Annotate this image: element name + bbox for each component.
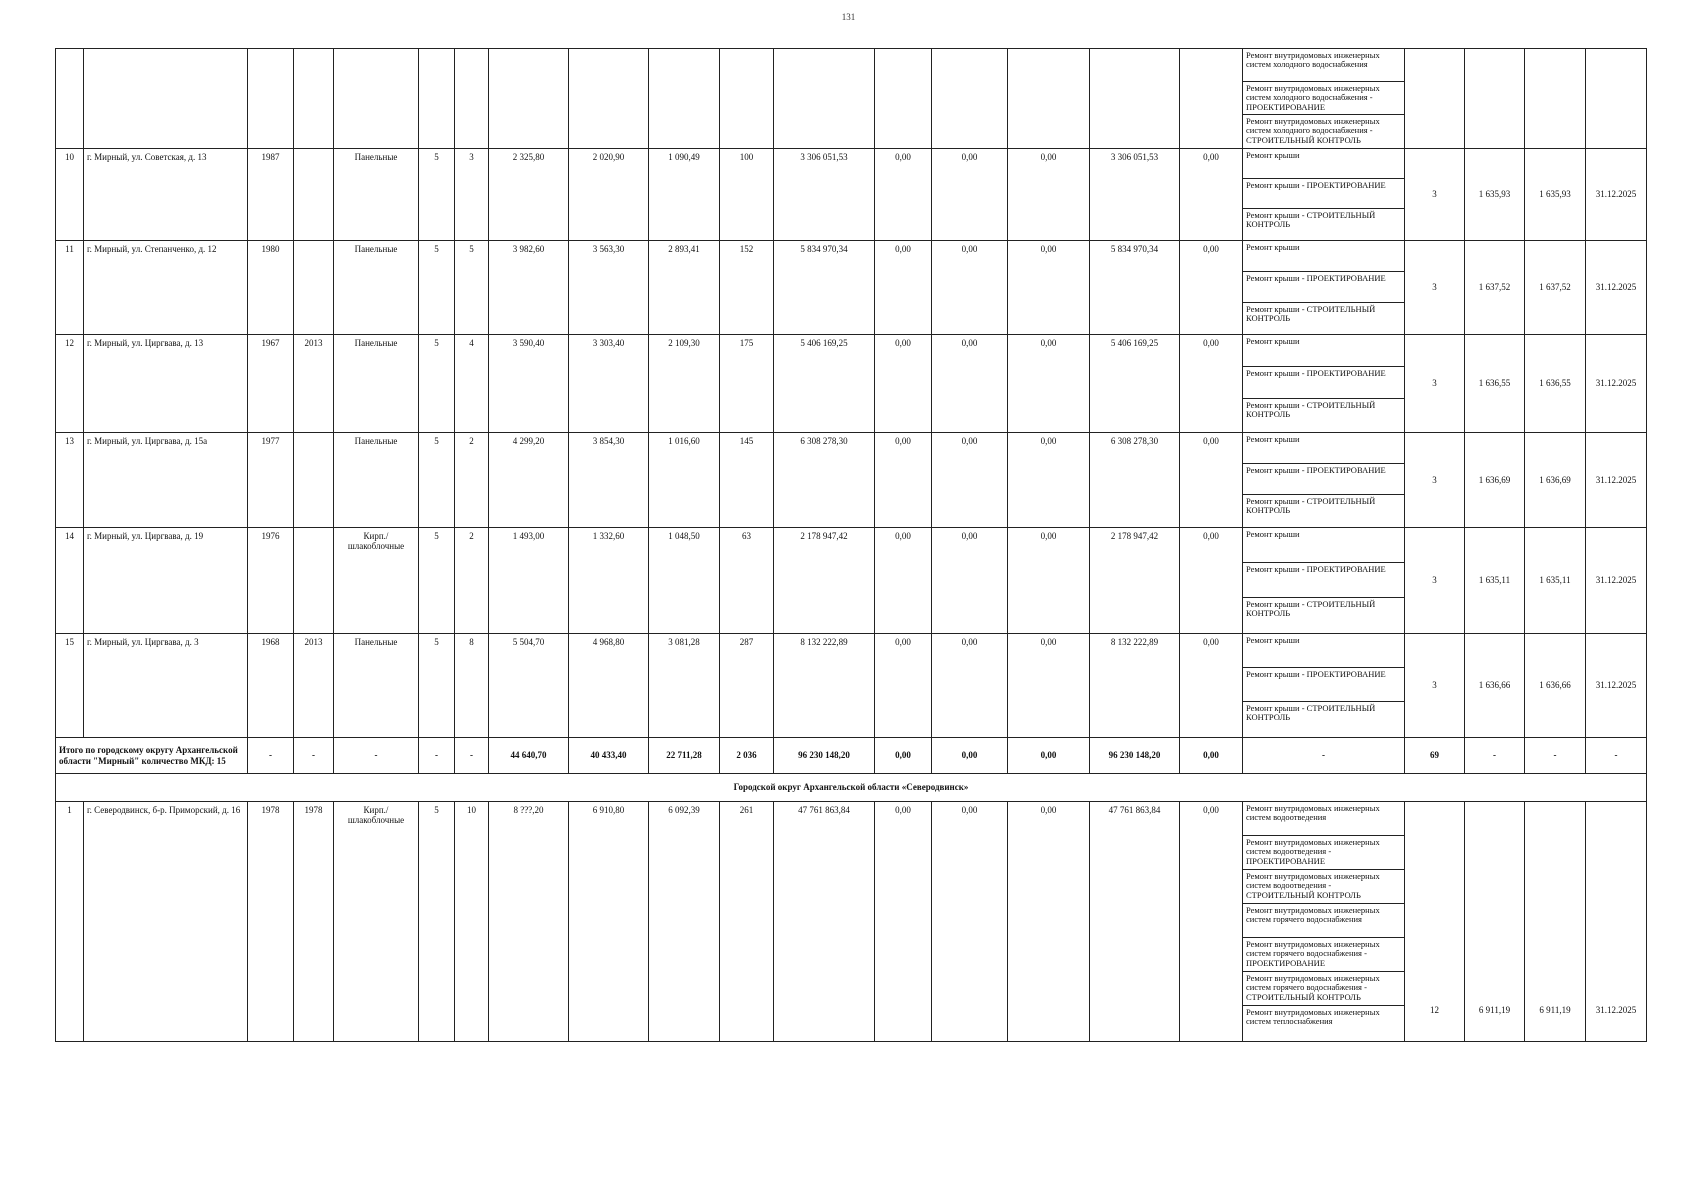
cell-fund-owners: 3 306 051,53 [1090, 149, 1180, 241]
cell-floors: 5 [419, 634, 455, 738]
cell-deadline: 31.12.2025 [1586, 802, 1647, 1042]
cell-area-living: 3 854,30 [569, 433, 649, 528]
cell-fund-other: 0,00 [1180, 433, 1243, 528]
cell-residents: 152 [720, 241, 774, 335]
empty-cell [455, 49, 489, 149]
cell-year-built: 1987 [248, 149, 294, 241]
work-item: Ремонт крыши - ПРОЕКТИРОВАНИЕ [1243, 668, 1404, 702]
cell-address: г. Мирный, ул. Степанченко, д. 12 [84, 241, 248, 335]
empty-cell [569, 49, 649, 149]
house-row [56, 335, 1647, 433]
work-item: Ремонт крыши - СТРОИТЕЛЬНЫЙ КОНТРОЛЬ [1246, 400, 1376, 420]
cell-residents: 145 [720, 433, 774, 528]
cell-unit-cost: 1 636,69 [1465, 433, 1525, 528]
empty-cell [1586, 49, 1647, 149]
cell-cost-total: 6 308 278,30 [774, 433, 875, 528]
cell-wall-material: Кирп./ шлакоблочные [334, 802, 419, 1042]
work-item: Ремонт крыши [1243, 149, 1404, 179]
cell-fund-federal: 0,00 [875, 634, 932, 738]
cell-wall-material: Панельные [334, 433, 419, 528]
cell-unit-cost-max: 1 635,11 [1525, 528, 1586, 634]
house-row [56, 433, 1647, 528]
cell-area-living: 4 968,80 [569, 634, 649, 738]
empty-cell [1465, 49, 1525, 149]
cell-fund-other: 0,00 [1180, 634, 1243, 738]
cell-fund-other: 0,00 [1180, 241, 1243, 335]
empty-cell [1090, 49, 1180, 149]
cell-residents: 100 [720, 149, 774, 241]
cell-area-living: 6 910,80 [569, 802, 649, 1042]
cell-entrances: 4 [455, 335, 489, 433]
cell-area-living: 2 020,90 [569, 149, 649, 241]
cell-unit-cost-max: 1 636,66 [1525, 634, 1586, 738]
works-list [1243, 335, 1405, 433]
total-area-living: 40 433,40 [569, 738, 649, 774]
total-dash: - [1525, 738, 1586, 774]
work-item: Ремонт крыши [1243, 528, 1404, 563]
cell-area-total: 5 504,70 [489, 634, 569, 738]
cell-area-residents: 1 016,60 [649, 433, 720, 528]
house-row [56, 634, 1647, 738]
cell-area-total: 3 982,60 [489, 241, 569, 335]
cell-fund-local: 0,00 [1008, 802, 1090, 1042]
total-fund-owners: 96 230 148,20 [1090, 738, 1180, 774]
cell-fund-regional: 0,00 [932, 802, 1008, 1042]
cell-wall-material: Панельные [334, 634, 419, 738]
empty-cell [1525, 49, 1586, 149]
work-item: Ремонт крыши [1243, 241, 1404, 272]
work-item: Ремонт крыши - СТРОИТЕЛЬНЫЙ КОНТРОЛЬ [1246, 304, 1376, 324]
section-header-row [56, 774, 1647, 802]
cell-cost-total: 5 406 169,25 [774, 335, 875, 433]
empty-cell [1180, 49, 1243, 149]
cell-fund-regional: 0,00 [932, 634, 1008, 738]
total-fund-regional: 0,00 [932, 738, 1008, 774]
cell-fund-regional: 0,00 [932, 241, 1008, 335]
work-item: Ремонт внутридомовых инженерных систем горячего водоснабжения - ПРОЕКТИРОВАНИЕ [1243, 938, 1404, 972]
work-item: Ремонт внутридомовых инженерных систем водоотведения [1243, 802, 1404, 836]
cell-floors: 5 [419, 528, 455, 634]
cell-cost-total: 47 761 863,84 [774, 802, 875, 1042]
cell-fund-local: 0,00 [1008, 335, 1090, 433]
cell-area-residents: 6 092,39 [649, 802, 720, 1042]
cell-fund-other: 0,00 [1180, 802, 1243, 1042]
cell-address: г. Северодвинск, б-р. Приморский, д. 16 [84, 802, 248, 1042]
cell-num: 14 [56, 528, 84, 634]
cell-area-total: 4 299,20 [489, 433, 569, 528]
cell-year-built: 1978 [248, 802, 294, 1042]
house-row [56, 802, 1647, 1042]
empty-cell [932, 49, 1008, 149]
empty-cell [720, 49, 774, 149]
total-dash: - [248, 738, 294, 774]
cell-entrances: 10 [455, 802, 489, 1042]
cell-fund-owners: 5 406 169,25 [1090, 335, 1180, 433]
empty-cell [1405, 49, 1465, 149]
cell-entrances: 3 [455, 149, 489, 241]
cell-address: г. Мирный, ул. Циргвава, д. 3 [84, 634, 248, 738]
cell-unit-cost: 6 911,19 [1465, 802, 1525, 1042]
empty-cell [875, 49, 932, 149]
work-item: Ремонт внутридомовых инженерных систем теплоснабжения [1246, 1007, 1380, 1027]
empty-cell [56, 49, 84, 149]
cell-num: 11 [56, 241, 84, 335]
cell-address: г. Мирный, ул. Циргвава, д. 15а [84, 433, 248, 528]
work-item: Ремонт внутридомовых инженерных систем горячего водоснабжения - СТРОИТЕЛЬНЫЙ КОНТРОЛЬ [1243, 972, 1404, 1006]
cell-fund-regional: 0,00 [932, 433, 1008, 528]
cell-fund-local: 0,00 [1008, 433, 1090, 528]
cell-area-living: 1 332,60 [569, 528, 649, 634]
total-dash: - [1465, 738, 1525, 774]
total-dash: - [455, 738, 489, 774]
cell-works-count: 3 [1405, 528, 1465, 634]
empty-cell [649, 49, 720, 149]
works-list [1243, 528, 1405, 634]
cell-fund-federal: 0,00 [875, 335, 932, 433]
cell-wall-material: Панельные [334, 149, 419, 241]
cell-fund-local: 0,00 [1008, 241, 1090, 335]
cell-wall-material: Панельные [334, 241, 419, 335]
total-area-residents: 22 711,28 [649, 738, 720, 774]
cell-unit-cost-max: 1 635,93 [1525, 149, 1586, 241]
total-row [56, 738, 1647, 774]
cell-year-overhaul: 2013 [294, 634, 334, 738]
cell-fund-regional: 0,00 [932, 335, 1008, 433]
cell-area-residents: 2 893,41 [649, 241, 720, 335]
works-list [1243, 241, 1405, 335]
cell-cost-total: 2 178 947,42 [774, 528, 875, 634]
capital-repair-table [55, 48, 1647, 1042]
work-item: Ремонт крыши - СТРОИТЕЛЬНЫЙ КОНТРОЛЬ [1246, 210, 1376, 230]
total-cost-total: 96 230 148,20 [774, 738, 875, 774]
cell-floors: 5 [419, 335, 455, 433]
cell-fund-federal: 0,00 [875, 241, 932, 335]
cell-year-overhaul [294, 433, 334, 528]
cell-residents: 63 [720, 528, 774, 634]
cell-unit-cost: 1 635,93 [1465, 149, 1525, 241]
cell-year-overhaul [294, 241, 334, 335]
cell-deadline: 31.12.2025 [1586, 149, 1647, 241]
cell-year-built: 1977 [248, 433, 294, 528]
work-item: Ремонт крыши [1243, 433, 1404, 464]
house-row [56, 528, 1647, 634]
cell-works-count: 3 [1405, 241, 1465, 335]
cell-fund-federal: 0,00 [875, 802, 932, 1042]
cell-num: 15 [56, 634, 84, 738]
cell-fund-owners: 47 761 863,84 [1090, 802, 1180, 1042]
cell-area-residents: 3 081,28 [649, 634, 720, 738]
cell-fund-federal: 0,00 [875, 528, 932, 634]
cell-cost-total: 3 306 051,53 [774, 149, 875, 241]
empty-cell [294, 49, 334, 149]
cell-fund-local: 0,00 [1008, 634, 1090, 738]
cell-num: 13 [56, 433, 84, 528]
empty-cell [248, 49, 294, 149]
total-fund-local: 0,00 [1008, 738, 1090, 774]
cell-area-living: 3 303,40 [569, 335, 649, 433]
total-dash: - [419, 738, 455, 774]
cell-works-count: 3 [1405, 634, 1465, 738]
cell-area-residents: 1 048,50 [649, 528, 720, 634]
cell-fund-owners: 5 834 970,34 [1090, 241, 1180, 335]
cell-entrances: 2 [455, 528, 489, 634]
total-dash: - [1586, 738, 1647, 774]
continuation-row [56, 49, 1647, 149]
total-works-count: 69 [1405, 738, 1465, 774]
work-item: Ремонт крыши - СТРОИТЕЛЬНЫЙ КОНТРОЛЬ [1246, 496, 1376, 516]
cell-fund-owners: 2 178 947,42 [1090, 528, 1180, 634]
cell-unit-cost-max: 1 636,69 [1525, 433, 1586, 528]
page-number: 131 [841, 12, 856, 22]
cell-cost-total: 8 132 222,89 [774, 634, 875, 738]
cell-unit-cost: 1 637,52 [1465, 241, 1525, 335]
cell-works-count: 3 [1405, 433, 1465, 528]
work-item: Ремонт крыши [1243, 335, 1404, 367]
cell-floors: 5 [419, 149, 455, 241]
cell-year-overhaul: 2013 [294, 335, 334, 433]
cell-fund-regional: 0,00 [932, 149, 1008, 241]
cell-num: 12 [56, 335, 84, 433]
cell-area-living: 3 563,30 [569, 241, 649, 335]
cell-works-count: 3 [1405, 335, 1465, 433]
cell-deadline: 31.12.2025 [1586, 433, 1647, 528]
cell-works-count: 12 [1405, 802, 1465, 1042]
house-row [56, 241, 1647, 335]
cell-unit-cost-max: 1 637,52 [1525, 241, 1586, 335]
work-item: Ремонт внутридомовых инженерных систем холодного водоснабжения - ПРОЕКТИРОВАНИЕ [1243, 82, 1404, 115]
empty-cell [774, 49, 875, 149]
works-list [1243, 634, 1405, 738]
cell-year-built: 1980 [248, 241, 294, 335]
empty-cell [1008, 49, 1090, 149]
cell-year-built: 1968 [248, 634, 294, 738]
cell-fund-other: 0,00 [1180, 335, 1243, 433]
total-fund-other: 0,00 [1180, 738, 1243, 774]
cell-unit-cost-max: 1 636,55 [1525, 335, 1586, 433]
cell-num: 10 [56, 149, 84, 241]
section-title: Городской округ Архангельской области «Северодвинск» [56, 774, 1647, 802]
cell-unit-cost: 1 635,11 [1465, 528, 1525, 634]
works-list [1243, 802, 1405, 1042]
cell-fund-owners: 6 308 278,30 [1090, 433, 1180, 528]
work-item: Ремонт крыши - ПРОЕКТИРОВАНИЕ [1243, 464, 1404, 495]
cell-floors: 5 [419, 241, 455, 335]
work-item: Ремонт крыши - ПРОЕКТИРОВАНИЕ [1243, 272, 1404, 303]
cell-entrances: 2 [455, 433, 489, 528]
work-item: Ремонт внутридомовых инженерных систем водоотведения - СТРОИТЕЛЬНЫЙ КОНТРОЛЬ [1243, 870, 1404, 904]
work-item: Ремонт внутридомовых инженерных систем горячего водоснабжения [1243, 904, 1404, 938]
cell-deadline: 31.12.2025 [1586, 335, 1647, 433]
cell-area-total: 8 ???,20 [489, 802, 569, 1042]
total-residents: 2 036 [720, 738, 774, 774]
cell-residents: 287 [720, 634, 774, 738]
cell-cost-total: 5 834 970,34 [774, 241, 875, 335]
total-dash: - [334, 738, 419, 774]
cell-works-count: 3 [1405, 149, 1465, 241]
cell-floors: 5 [419, 433, 455, 528]
cell-fund-other: 0,00 [1180, 528, 1243, 634]
cell-unit-cost-max: 6 911,19 [1525, 802, 1586, 1042]
cell-unit-cost: 1 636,55 [1465, 335, 1525, 433]
empty-cell [334, 49, 419, 149]
cell-num: 1 [56, 802, 84, 1042]
cell-wall-material: Панельные [334, 335, 419, 433]
cell-residents: 175 [720, 335, 774, 433]
works-list [1243, 433, 1405, 528]
cell-fund-owners: 8 132 222,89 [1090, 634, 1180, 738]
cell-fund-other: 0,00 [1180, 149, 1243, 241]
cell-floors: 5 [419, 802, 455, 1042]
total-area-total: 44 640,70 [489, 738, 569, 774]
works-list [1243, 149, 1405, 241]
empty-cell [84, 49, 248, 149]
empty-cell [419, 49, 455, 149]
work-item: Ремонт крыши - СТРОИТЕЛЬНЫЙ КОНТРОЛЬ [1246, 599, 1376, 619]
cell-area-total: 3 590,40 [489, 335, 569, 433]
cell-fund-regional: 0,00 [932, 528, 1008, 634]
cell-year-overhaul [294, 528, 334, 634]
work-item: Ремонт крыши - СТРОИТЕЛЬНЫЙ КОНТРОЛЬ [1246, 703, 1376, 723]
house-row [56, 149, 1647, 241]
cell-area-total: 2 325,80 [489, 149, 569, 241]
cell-deadline: 31.12.2025 [1586, 528, 1647, 634]
cell-year-built: 1967 [248, 335, 294, 433]
cell-deadline: 31.12.2025 [1586, 241, 1647, 335]
work-item: Ремонт внутридомовых инженерных систем холодного водоснабжения - СТРОИТЕЛЬНЫЙ КОНТРОЛЬ [1246, 116, 1380, 145]
cell-entrances: 5 [455, 241, 489, 335]
work-item: Ремонт внутридомовых инженерных систем водоотведения - ПРОЕКТИРОВАНИЕ [1243, 836, 1404, 870]
cell-year-built: 1976 [248, 528, 294, 634]
cell-area-total: 1 493,00 [489, 528, 569, 634]
work-item: Ремонт крыши [1243, 634, 1404, 668]
cell-area-residents: 1 090,49 [649, 149, 720, 241]
cell-area-residents: 2 109,30 [649, 335, 720, 433]
cell-address: г. Мирный, ул. Циргвава, д. 19 [84, 528, 248, 634]
cell-residents: 261 [720, 802, 774, 1042]
cell-wall-material: Кирп./ шлакоблочные [334, 528, 419, 634]
cell-fund-federal: 0,00 [875, 433, 932, 528]
cell-entrances: 8 [455, 634, 489, 738]
cell-year-overhaul: 1978 [294, 802, 334, 1042]
cell-address: г. Мирный, ул. Советская, д. 13 [84, 149, 248, 241]
continuation-works [1243, 49, 1405, 149]
cell-fund-local: 0,00 [1008, 528, 1090, 634]
cell-year-overhaul [294, 149, 334, 241]
total-label: Итого по городскому округу Архангельской области "Мирный" количество МКД: 15 [56, 738, 248, 774]
work-item: Ремонт крыши - ПРОЕКТИРОВАНИЕ [1243, 179, 1404, 209]
total-fund-federal: 0,00 [875, 738, 932, 774]
cell-fund-local: 0,00 [1008, 149, 1090, 241]
empty-cell [489, 49, 569, 149]
cell-unit-cost: 1 636,66 [1465, 634, 1525, 738]
cell-address: г. Мирный, ул. Циргвава, д. 13 [84, 335, 248, 433]
cell-deadline: 31.12.2025 [1586, 634, 1647, 738]
cell-fund-federal: 0,00 [875, 149, 932, 241]
total-dash: - [1243, 738, 1405, 774]
work-item: Ремонт крыши - ПРОЕКТИРОВАНИЕ [1243, 563, 1404, 598]
work-item: Ремонт крыши - ПРОЕКТИРОВАНИЕ [1243, 367, 1404, 399]
work-item: Ремонт внутридомовых инженерных систем холодного водоснабжения [1243, 49, 1404, 82]
total-dash: - [294, 738, 334, 774]
